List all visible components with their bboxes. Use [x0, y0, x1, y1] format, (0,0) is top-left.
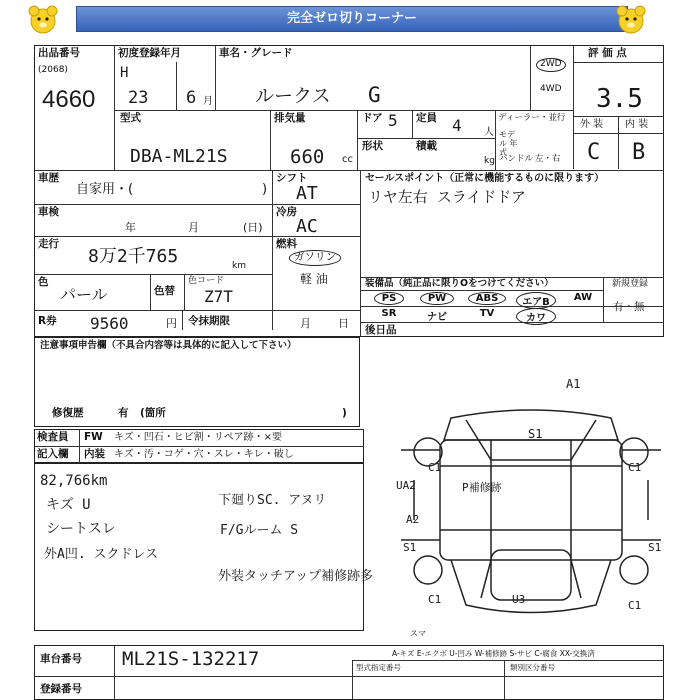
shift-value: AT — [296, 183, 318, 204]
shift-label: シフト — [276, 172, 308, 184]
model-value: DBA-ML21S — [130, 146, 228, 167]
diagram-mark-u3: U3 — [512, 593, 526, 606]
capacity-label: 定員 — [416, 112, 437, 124]
equipment-leather: カワ — [516, 308, 556, 325]
entry-legend: キズ・汚・コゲ・穴・スレ・キレ・破し — [114, 449, 294, 460]
load-label: 積載 — [416, 140, 437, 152]
history-value: 自家用・( — [76, 182, 134, 197]
fuel-diesel: 軽 油 — [300, 272, 328, 286]
interior-grade: B — [632, 140, 646, 165]
aircon-label: 冷房 — [276, 206, 297, 218]
registration-number-label: 登録番号 — [40, 683, 82, 695]
equipment-ps: PS — [374, 292, 404, 305]
handle-label: ハンドル — [499, 154, 534, 164]
inspector-legend: キズ・凹石・ヒビ割・リペア跡・×要 — [114, 432, 282, 443]
remark-scratch: キズ U — [46, 497, 91, 513]
inspector-fw: FW — [84, 431, 103, 443]
recycle-unit: 円 — [166, 317, 177, 330]
later-items-label: 後日品 — [365, 324, 397, 336]
lot-label: 出品番号 — [38, 47, 80, 59]
mileage-value: 8万2千765 — [88, 246, 179, 267]
diagram-mark-s1-left: S1 — [403, 541, 417, 554]
repair-place: (箇所 — [140, 407, 166, 419]
model-label: 型式 — [120, 112, 141, 124]
model-year-label: モデル 年式 — [499, 130, 518, 157]
inspection-month-unit: 月 — [188, 221, 199, 234]
displacement-label: 排気量 — [274, 112, 306, 124]
diagram-mark-c1-right: C1 — [628, 461, 642, 474]
new-registration-label: 新規登録 — [612, 279, 649, 289]
diagram-mark-patch: P補修跡 — [462, 481, 502, 494]
entry-label: 記入欄 — [37, 448, 69, 460]
color-value: パール — [60, 285, 108, 304]
diagram-mark-a2: A2 — [406, 513, 420, 526]
diagram-mark-c1-br: C1 — [628, 599, 642, 612]
equipment-airbag: エアB — [516, 292, 556, 309]
repair-close: ) — [342, 407, 347, 419]
capacity-unit: 人 — [484, 127, 494, 138]
new-registration-value: 有・無 — [613, 301, 645, 313]
model-designation-label: 型式指定番号 — [356, 663, 401, 672]
notes-label: 注意事項申告欄（不具合内容等は具体的に記入して下さい） — [40, 340, 297, 351]
shape-label: 形状 — [362, 140, 383, 152]
inspection-label: 車検 — [38, 206, 59, 218]
diagram-mark-s1-top: S1 — [528, 427, 543, 441]
repair-label: 修復歴 — [52, 407, 84, 419]
lot-subcode: (2068) — [38, 65, 68, 75]
doors-label: ドア — [362, 112, 383, 124]
car-name-label: 車名・グレード — [219, 47, 293, 59]
bear-mascot-icon — [614, 3, 648, 37]
fuel-gasoline: ガソリン — [289, 250, 341, 266]
score-label: 評 価 点 — [588, 47, 627, 59]
equipment-sr: SR — [381, 308, 397, 319]
remark-engine-room: F/Gルーム S — [220, 523, 299, 538]
remark-seat: シートスレ — [46, 521, 116, 537]
repair-value: 有 — [118, 407, 129, 419]
four-wd-option: 4WD — [540, 84, 562, 94]
lot-number: 4660 — [42, 86, 96, 113]
displacement-unit: cc — [342, 154, 353, 165]
page-title: 完全ゼロ切りコーナー — [76, 6, 628, 32]
mileage-unit: km — [232, 261, 246, 271]
capacity-value: 4 — [452, 116, 462, 135]
score-value: 3.5 — [596, 84, 643, 114]
diagram-mark-c1-bl: C1 — [428, 593, 442, 606]
inspector-label: 検査員 — [37, 431, 69, 443]
history-close: ) — [262, 182, 268, 197]
history-label: 車歴 — [38, 172, 59, 184]
remark-touchup: 外装タッチアップ補修跡多 — [218, 569, 374, 584]
doors-value: 5 — [388, 111, 398, 130]
diagram-mark-ua2: UA2 — [396, 479, 416, 492]
equipment-pw: PW — [420, 292, 454, 305]
diagram-mark-s1-right: S1 — [648, 541, 662, 554]
load-unit: kg — [484, 156, 495, 166]
diagram-front-label: スマ — [410, 629, 426, 638]
color-code: Z7T — [204, 287, 233, 306]
exterior-grade: C — [587, 140, 601, 165]
equipment-label: 装備品（純正品に限りOをつけてください） — [365, 278, 554, 289]
mileage-label: 走行 — [38, 238, 59, 250]
footer-legend: A-キズ E-エクボ U-凹み W-補修跡 S-サビ C-腐食 XX-交換済 — [392, 649, 595, 658]
car-name: ルークス — [255, 85, 331, 107]
recycle-value: 9560 — [90, 314, 129, 333]
inspection-year-unit: 年 — [125, 221, 136, 234]
remark-underbody: 下廻りSC. アヌリ — [218, 493, 327, 508]
interior-label: 内 装 — [625, 119, 649, 130]
exterior-label: 外 装 — [580, 119, 604, 130]
diagram-mark-c1-left: C1 — [428, 461, 442, 474]
equipment-aw: AW — [573, 292, 593, 303]
sales-points-label: セールスポイント（正常に機能するものに限ります） — [365, 173, 605, 184]
sales-points-text: リヤ左右 スライドドア — [368, 188, 526, 206]
remark-mileage: 82,766km — [40, 473, 108, 489]
car-grade: G — [368, 83, 381, 107]
equipment-abs: ABS — [468, 292, 506, 305]
registration-month: 6 — [186, 88, 197, 108]
two-wd-option: 2WD — [536, 58, 566, 72]
bear-mascot-icon — [26, 3, 60, 37]
equipment-navi: ナビ — [427, 312, 447, 323]
storage-month-unit: 月 — [300, 317, 311, 330]
entry-interior: 内装 — [84, 448, 105, 460]
fuel-label: 燃料 — [276, 238, 297, 250]
color-code-label: 色コード — [188, 276, 225, 286]
recycle-label: R券 — [38, 315, 57, 327]
registration-year: 23 — [128, 88, 149, 108]
type-category-label: 類別区分番号 — [510, 663, 555, 672]
dealer-label: ディーラー・並行 — [498, 113, 566, 123]
aircon-value: AC — [296, 216, 318, 237]
handle-options: 左・右 — [535, 154, 561, 164]
registration-era: H — [120, 65, 129, 81]
color-change-label: 色替 — [154, 285, 175, 297]
color-label: 色 — [38, 276, 49, 288]
displacement-value: 660 — [290, 146, 325, 168]
inspection-day-unit: (日) — [243, 221, 263, 234]
equipment-tv: TV — [479, 308, 495, 319]
remark-exterior-dent: 外A凹. スクドレス — [44, 547, 159, 562]
chassis-number: ML21S-132217 — [122, 648, 260, 670]
storage-day-unit: 日 — [338, 317, 349, 330]
diagram-mark-a1: A1 — [566, 377, 581, 391]
chassis-label: 車台番号 — [40, 653, 82, 665]
registration-month-unit: 月 — [203, 96, 213, 107]
storage-label: 令抹期限 — [188, 315, 230, 327]
registration-label: 初度登録年月 — [118, 47, 181, 59]
